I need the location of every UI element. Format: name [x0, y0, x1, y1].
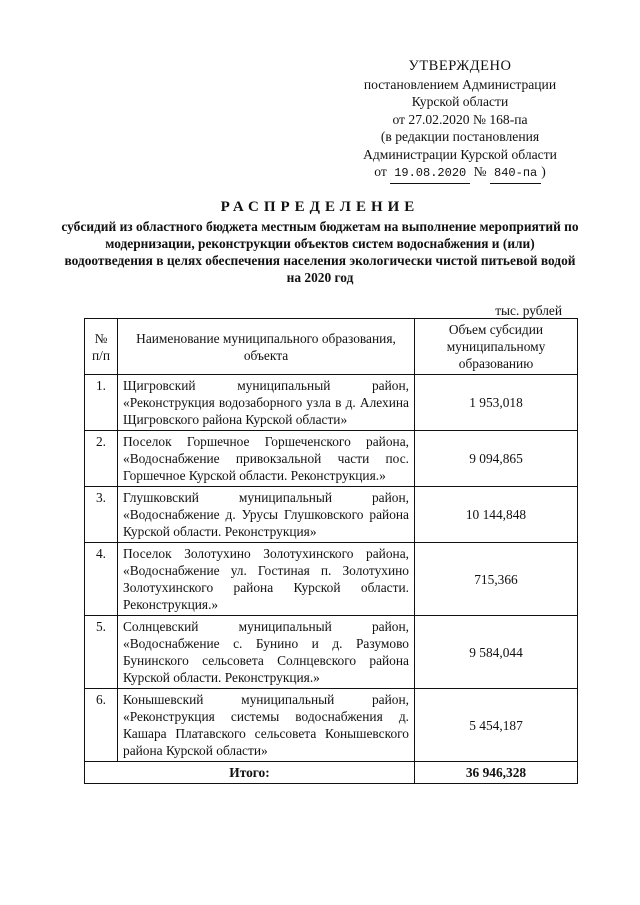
table-row [85, 616, 578, 689]
approval-edit-line [330, 163, 590, 184]
units-label: тыс. рублей [495, 303, 562, 318]
table-row [85, 689, 578, 762]
row-name: Солнцевский муниципальный район, «Водоснабжение с. Бунино и д. Разумово Бунинского сельсовета Солнцевского района Курской области. Реконструкция.» [118, 616, 415, 689]
header-amount: Объем субсидии муниципальному образованию [415, 319, 578, 375]
row-name: Поселок Золотухино Золотухинского района, «Водоснабжение ул. Гостиная п. Золотухино Золотухинского района Курской области. Реконструкция.» [118, 543, 415, 616]
approval-line: Курской области [411, 94, 509, 109]
row-num: 4. [85, 543, 118, 616]
subsidy-table [84, 318, 578, 784]
table-header-row [85, 319, 578, 375]
total-label: Итого: [85, 762, 415, 784]
row-amount: 9 094,865 [415, 431, 578, 487]
document-subtitle: субсидий из областного бюджета местным бюджетам на выполнение мероприятий по модернизации, реконструкции объектов систем водоснабжения и (или) водоотведения в целях обеспечения населения экологически чистой питьевой водой на 2020 год [61, 219, 579, 285]
approval-line: (в редакции постановления [380, 129, 540, 144]
header-name: Наименование муниципального образования, объекта [118, 319, 415, 375]
number-prefix: № [473, 164, 487, 179]
row-num: 1. [85, 375, 118, 431]
from-prefix: от [374, 164, 387, 179]
row-num: 2. [85, 431, 118, 487]
row-amount: 5 454,187 [415, 689, 578, 762]
row-name: Глушковский муниципальный район, «Водоснабжение д. Урусы Глушковского района Курской области. Реконструкция» [118, 487, 415, 543]
table-row [85, 487, 578, 543]
approval-line: Администрации Курской области [363, 146, 557, 162]
approval-line: постановлением Администрации [363, 76, 557, 92]
row-num: 5. [85, 616, 118, 689]
total-row [85, 762, 578, 784]
edit-number: 840-па [490, 165, 541, 184]
approval-heading: УТВЕРЖДЕНО [408, 58, 512, 74]
row-name: Конышевский муниципальный район, «Реконструкция системы водоснабжения д. Кашара Платавского сельсовета Конышевского района Курской области» [118, 689, 415, 762]
close-paren: ) [541, 164, 546, 179]
row-num: 3. [85, 487, 118, 543]
edit-date: 19.08.2020 [390, 165, 470, 184]
table-row [85, 375, 578, 431]
row-amount: 9 584,044 [415, 616, 578, 689]
header-num: № п/п [85, 319, 118, 375]
row-amount: 10 144,848 [415, 487, 578, 543]
row-name: Щигровский муниципальный район, «Реконструкция водозаборного узла в д. Алехина Щигровского района Курской области» [118, 375, 415, 431]
approval-line: от 27.02.2020 № 168-па [392, 111, 528, 127]
table-row [85, 431, 578, 487]
document-title: РАСПРЕДЕЛЕНИЕ [220, 199, 420, 215]
approval-stamp [330, 58, 590, 184]
row-num: 6. [85, 689, 118, 762]
row-amount: 1 953,018 [415, 375, 578, 431]
total-amount: 36 946,328 [415, 762, 578, 784]
row-amount: 715,366 [415, 543, 578, 616]
row-name: Поселок Горшечное Горшеченского района, «Водоснабжение привокзальной части пос. Горшечное Курской области. Реконструкция.» [118, 431, 415, 487]
table-row [85, 543, 578, 616]
